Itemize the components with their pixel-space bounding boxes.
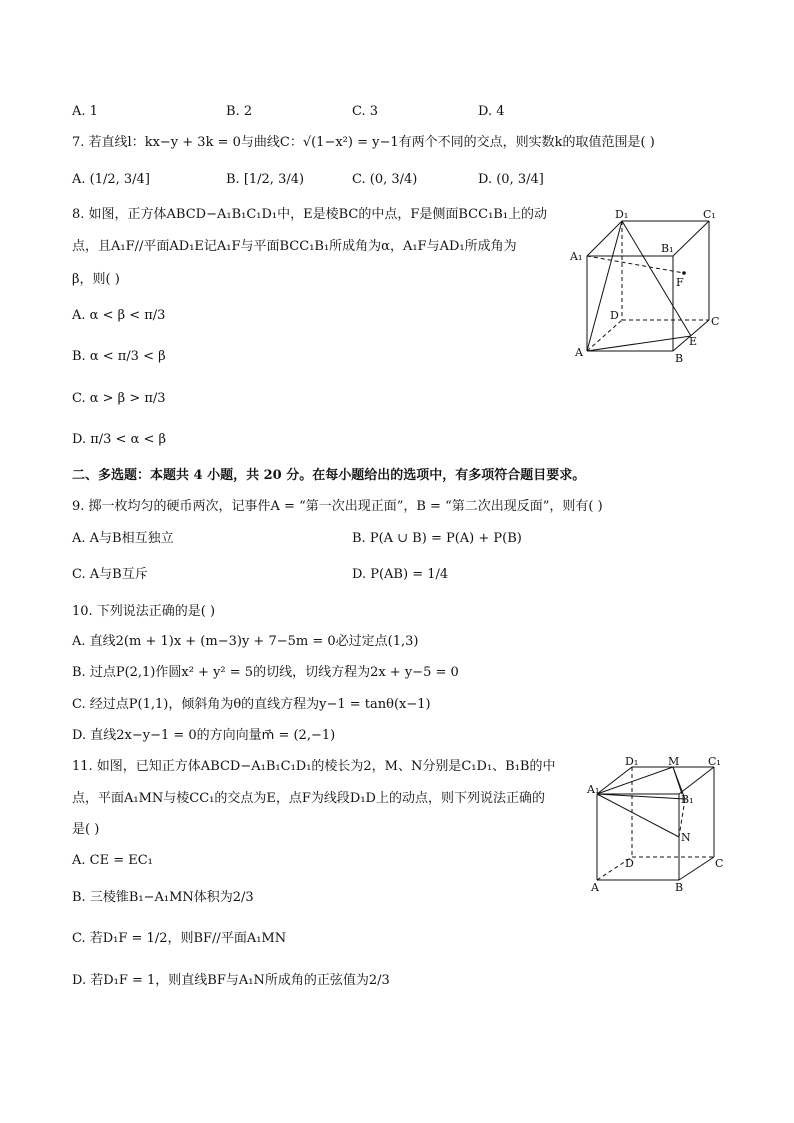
label-e: E <box>689 335 698 348</box>
q6-option-c: C. 3 <box>352 104 379 119</box>
q10-option-a: A. 直线2(m + 1)x + (m−3)y + 7−5m = 0必过定点(1,3) <box>72 634 419 649</box>
label-a1: A₁ <box>587 783 600 796</box>
label-b1: B₁ <box>661 242 674 255</box>
q7-stem: 7. 若直线l：kx−y + 3k = 0与曲线C：√(1−x²) = y−1有两个不同的交点，则实数k的取值范围是( ) <box>72 135 655 150</box>
q11-option-c: C. 若D₁F = 1/2，则BF//平面A₁MN <box>72 931 287 946</box>
q8-option-d: D. π/3 < α < β <box>72 432 167 447</box>
label-d: D <box>625 857 634 870</box>
label-a1: A₁ <box>570 250 583 263</box>
label-m: M <box>668 757 680 768</box>
q7-option-a: A. (1/2, 3/4] <box>72 172 150 187</box>
q11-option-b: B. 三棱锥B₁−A₁MN体积为2/3 <box>72 890 254 905</box>
q9-option-c: C. A与B互斥 <box>72 567 148 582</box>
q9-stem: 9. 掷一枚均匀的硬币两次，记事件A = “第一次出现正面”，B = “第二次出现反面”，则有( ) <box>72 499 603 514</box>
q11-option-d: D. 若D₁F = 1，则直线BF与A₁N所成角的正弦值为2/3 <box>72 973 390 988</box>
label-c: C <box>715 857 724 870</box>
q10-option-b: B. 过点P(2,1)作圆x² + y² = 5的切线，切线方程为2x + y−5 = 0 <box>72 665 459 680</box>
label-d1: D₁ <box>625 757 639 768</box>
q11-stem-line-3: 是( ) <box>72 822 100 837</box>
q11-stem-line-1: 11. 如图，已知正方体ABCD−A₁B₁C₁D₁的棱长为2，M、N分别是C₁D₁、B₁B的中 <box>72 759 556 774</box>
q10-option-c: C. 经过点P(1,1)，倾斜角为θ的直线方程为y−1 = tanθ(x−1) <box>72 697 431 712</box>
label-b1: B₁ <box>681 793 694 806</box>
q7-option-c: C. (0, 3/4) <box>352 172 418 187</box>
label-c1: C₁ <box>708 757 721 768</box>
q9-option-d: D. P(AB) = 1/4 <box>352 567 449 582</box>
q10-option-d: D. 直线2x−y−1 = 0的方向向量m⃗ = (2,−1) <box>72 728 336 743</box>
label-d: D <box>610 309 619 322</box>
q8-option-a: A. α < β < π/3 <box>72 308 166 323</box>
q8-stem-line-2: 点，且A₁F//平面AD₁E记A₁F与平面BCC₁B₁所成角为α，A₁F与AD₁所成角为 <box>72 239 517 254</box>
q6-option-b: B. 2 <box>226 104 253 119</box>
label-a: A <box>591 881 599 892</box>
q7-option-d: D. (0, 3/4] <box>478 172 544 187</box>
q10-stem: 10. 下列说法正确的是( ) <box>72 604 216 619</box>
label-c: C <box>711 315 720 328</box>
label-b: B <box>675 881 684 892</box>
q8-option-c: C. α > β > π/3 <box>72 391 166 406</box>
label-c1: C₁ <box>703 208 716 221</box>
q11-option-a: A. CE = EC₁ <box>72 853 153 868</box>
q8-stem-line-3: β，则( ) <box>72 272 120 287</box>
q11-stem-line-2: 点，平面A₁MN与棱CC₁的交点为E，点F为线段D₁D上的动点，则下列说法正确的 <box>72 791 545 806</box>
point-f-marker <box>682 271 686 275</box>
label-d1: D₁ <box>615 208 629 221</box>
q6-option-a: A. 1 <box>72 104 98 119</box>
label-f: F <box>676 276 684 289</box>
q8-cube-figure <box>565 205 730 365</box>
section-2-title: 二、多选题：本题共 4 小题，共 20 分。在每小题给出的选项中，有多项符合题目要求。 <box>72 468 586 483</box>
q9-option-a: A. A与B相互独立 <box>72 531 174 546</box>
q6-option-d: D. 4 <box>478 104 505 119</box>
q8-stem-line-1: 8. 如图，正方体ABCD−A₁B₁C₁D₁中，E是棱BC的中点，F是侧面BCC₁B₁上的动 <box>72 207 548 222</box>
q7-option-b: B. [1/2, 3/4) <box>226 172 305 187</box>
q11-cube-figure <box>585 757 725 892</box>
label-a: A <box>575 346 583 359</box>
label-n: N <box>681 831 691 844</box>
q8-option-b: B. α < π/3 < β <box>72 349 166 364</box>
q9-option-b: B. P(A ∪ B) = P(A) + P(B) <box>352 531 522 546</box>
label-b: B <box>675 352 684 365</box>
